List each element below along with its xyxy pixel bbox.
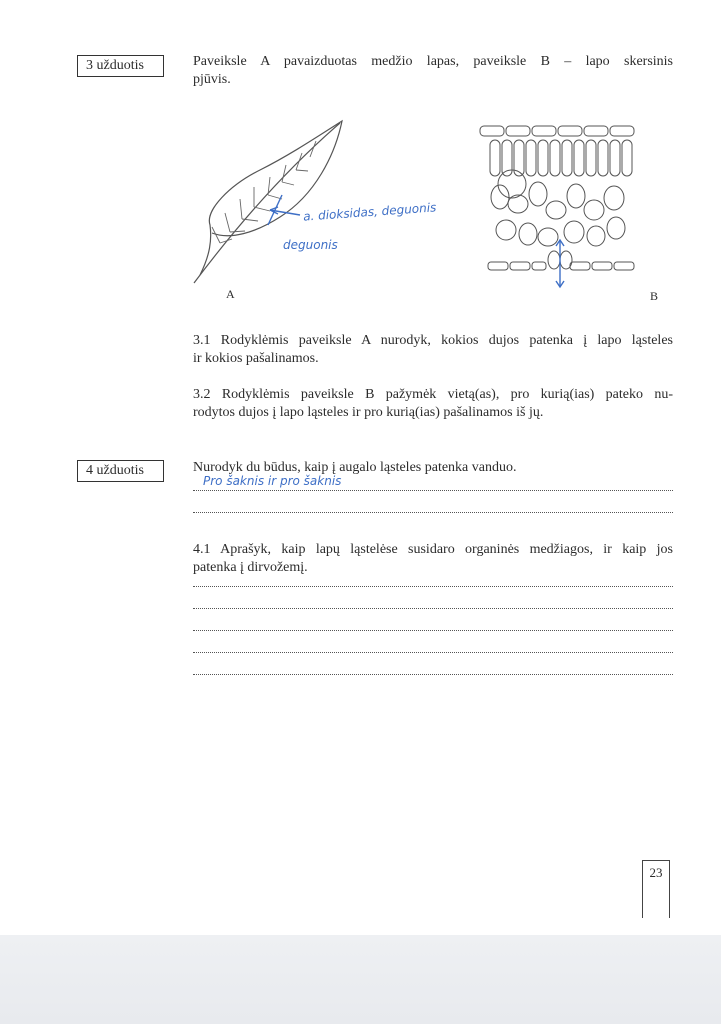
question-3-2-line1: 3.2 Rodyklėmis paveiksle B pažymėk vietą(as), pro kurią(ias) pateko nu- — [193, 387, 673, 402]
task-3-label: 3 užduotis — [86, 58, 144, 73]
question-3-1-line1: 3.1 Rodyklėmis paveiksle A nurodyk, kokios dujos patenka į lapo ląsteles — [193, 333, 673, 348]
palisade-cells — [490, 140, 632, 176]
leaf-midrib — [194, 123, 340, 283]
handwritten-answer-4: Pro šaknis ir pro šaknis — [203, 474, 342, 488]
question-3-1-line2: ir kokios pašalinamos. — [193, 351, 319, 366]
leaf-cross-section-figure-b — [478, 122, 638, 292]
task-3-intro-line1: Paveiksle A pavaizduotas medžio lapas, paveiksle B – lapo skersinis — [193, 54, 673, 69]
upper-epidermis — [480, 126, 634, 136]
answer-line[interactable] — [193, 508, 673, 513]
page-number-box — [642, 860, 670, 918]
question-4-text: Nurodyk du būdus, kaip į augalo ląsteles patenka vanduo. — [193, 460, 517, 475]
answer-line[interactable] — [193, 648, 673, 653]
spongy-cells — [491, 170, 625, 246]
question-4-1-line2: patenka į dirvožemį. — [193, 560, 308, 575]
answer-line[interactable] — [193, 626, 673, 631]
task-3-label-box — [77, 55, 164, 77]
answer-line[interactable] — [193, 582, 673, 587]
task-3-intro-line2: pjūvis. — [193, 72, 231, 87]
leaf-figure-a — [190, 115, 480, 290]
answer-line[interactable] — [193, 486, 673, 491]
lower-epidermis — [488, 251, 634, 270]
handwritten-gas-out: deguonis — [283, 238, 338, 252]
answer-line[interactable] — [193, 604, 673, 609]
page-number: 23 — [649, 865, 663, 880]
scan-bottom-margin — [0, 935, 721, 1024]
task-4-label: 4 užduotis — [86, 463, 144, 478]
question-4-1-line1: 4.1 Aprašyk, kaip lapų ląstelėse susidaro organinės medžiagos, ir kaip jos — [193, 542, 673, 557]
task-4-label-box — [77, 460, 164, 482]
handwritten-gases-in: a. dioksidas, deguonis — [302, 200, 437, 224]
answer-line[interactable] — [193, 670, 673, 675]
figure-b-label: B — [650, 289, 659, 303]
question-3-2-line2: rodytos dujos į lapo ląsteles ir pro kurią(ias) pašalinamos iš jų. — [193, 405, 544, 420]
figure-a-label: A — [226, 287, 235, 301]
